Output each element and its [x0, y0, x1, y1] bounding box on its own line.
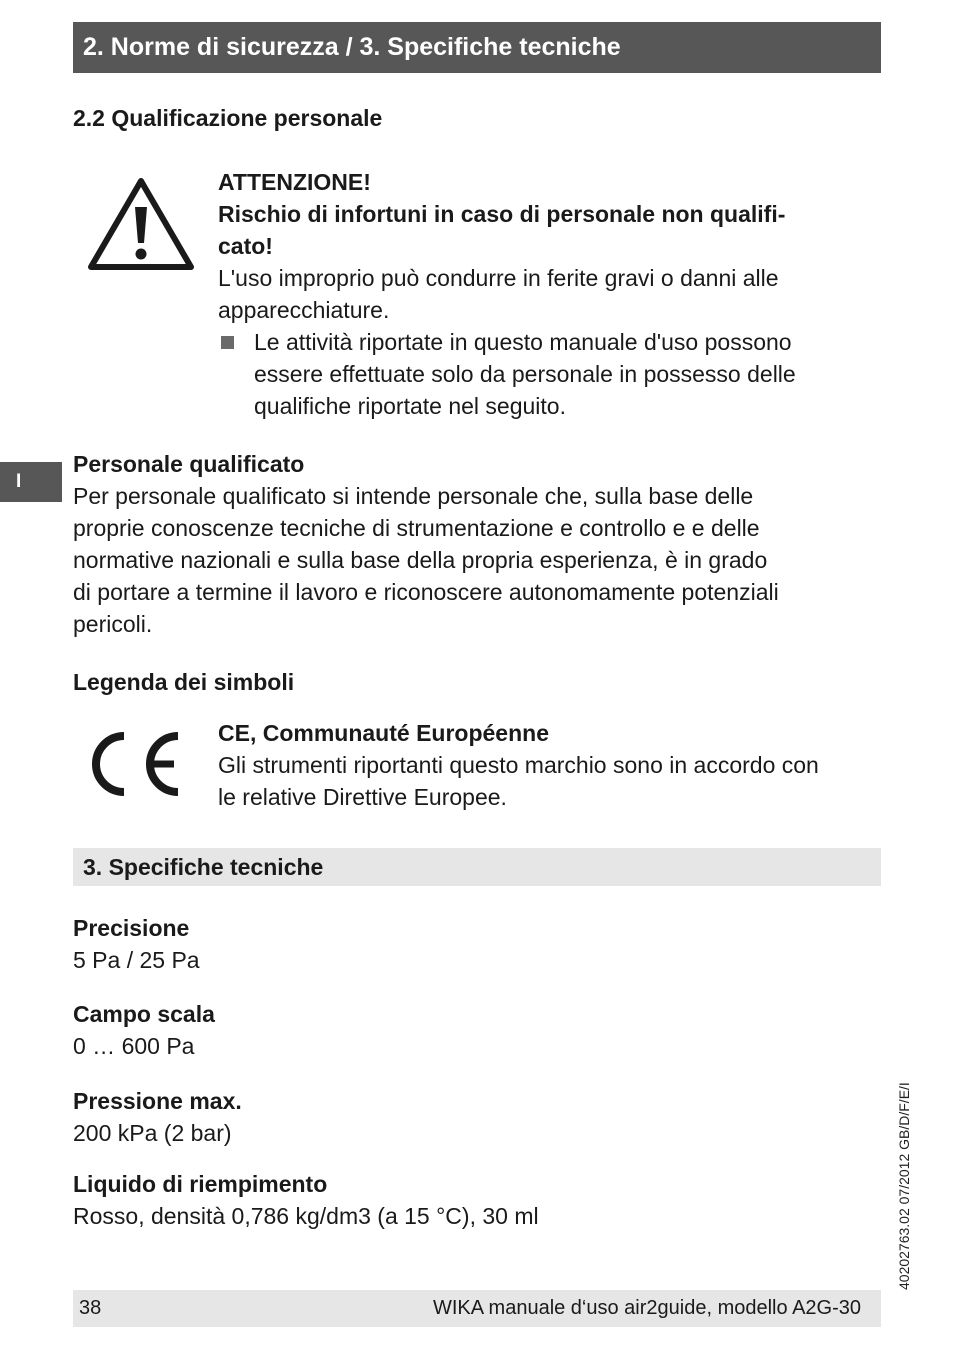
- paragraph-line: proprie conoscenze tecniche di strumentazione e controllo e e delle: [73, 515, 760, 541]
- warning-triangle-icon: [86, 175, 196, 273]
- bullet-square-icon: [221, 336, 234, 349]
- ce-title: CE, Communauté Européenne: [218, 720, 549, 746]
- paragraph-line: pericoli.: [73, 611, 153, 637]
- warning-text-line: L'uso improprio può condurre in ferite gravi o danni alle: [218, 265, 779, 291]
- spec-label: Campo scala: [73, 1001, 215, 1027]
- legend-heading: Legenda dei simboli: [73, 669, 295, 695]
- page-title: 2. Norme di sicurezza / 3. Specifiche tecniche: [83, 33, 621, 61]
- warning-subtitle-line: cato!: [218, 233, 273, 259]
- warning-bullet: [218, 326, 878, 422]
- warning-block: [218, 166, 878, 422]
- qualified-personnel-block: [73, 448, 873, 640]
- spec-item: [73, 912, 200, 976]
- page-footer: [73, 1290, 881, 1327]
- ce-text-line: Gli strumenti riportanti questo marchio sono in accordo con: [218, 752, 819, 778]
- bullet-text-line: qualifiche riportate nel seguito.: [254, 393, 566, 419]
- spec-label: Precisione: [73, 915, 190, 941]
- paragraph-line: Per personale qualificato si intende personale che, sulla base delle: [73, 483, 754, 509]
- language-tab: I: [0, 462, 62, 502]
- spec-item: [73, 1168, 539, 1232]
- footer-title: WIKA manuale d‘uso air2guide, modello A2G-30: [432, 1297, 861, 1319]
- section-title: 3. Specifiche tecniche: [83, 854, 324, 880]
- spec-item: [73, 1085, 242, 1149]
- spec-label: Liquido di riempimento: [73, 1171, 328, 1197]
- ce-block: [218, 717, 880, 813]
- warning-subtitle-line: Rischio di infortuni in caso di personale non qualifi-: [218, 201, 786, 227]
- page-number: 38: [79, 1297, 102, 1319]
- warning-text-line: apparecchiature.: [218, 297, 390, 323]
- page-header: [73, 22, 881, 73]
- spec-value: 200 kPa (2 bar): [73, 1120, 232, 1146]
- spec-label: Pressione max.: [73, 1088, 242, 1114]
- spec-value: Rosso, densità 0,786 kg/dm3 (a 15 °C), 30 ml: [73, 1203, 539, 1229]
- spec-item: [73, 998, 215, 1062]
- document-code: 40202763.02 07/2012 GB/D/F/E/I: [896, 1082, 912, 1290]
- section-heading-qualification: 2.2 Qualificazione personale: [73, 105, 383, 131]
- spec-value: 0 … 600 Pa: [73, 1033, 195, 1059]
- warning-title: ATTENZIONE!: [218, 169, 371, 195]
- bullet-text-line: Le attività riportate in questo manuale d'uso possono: [254, 329, 792, 355]
- paragraph-line: di portare a termine il lavoro e riconoscere autonomamente potenziali: [73, 579, 779, 605]
- qualified-heading: Personale qualificato: [73, 451, 305, 477]
- spec-value: 5 Pa / 25 Pa: [73, 947, 200, 973]
- bullet-text-line: essere effettuate solo da personale in possesso delle: [254, 361, 796, 387]
- ce-mark-icon: [86, 728, 186, 800]
- section-header-specs: [73, 848, 881, 886]
- paragraph-line: normative nazionali e sulla base della propria esperienza, è in grado: [73, 547, 768, 573]
- ce-text-line: le relative Direttive Europee.: [218, 784, 507, 810]
